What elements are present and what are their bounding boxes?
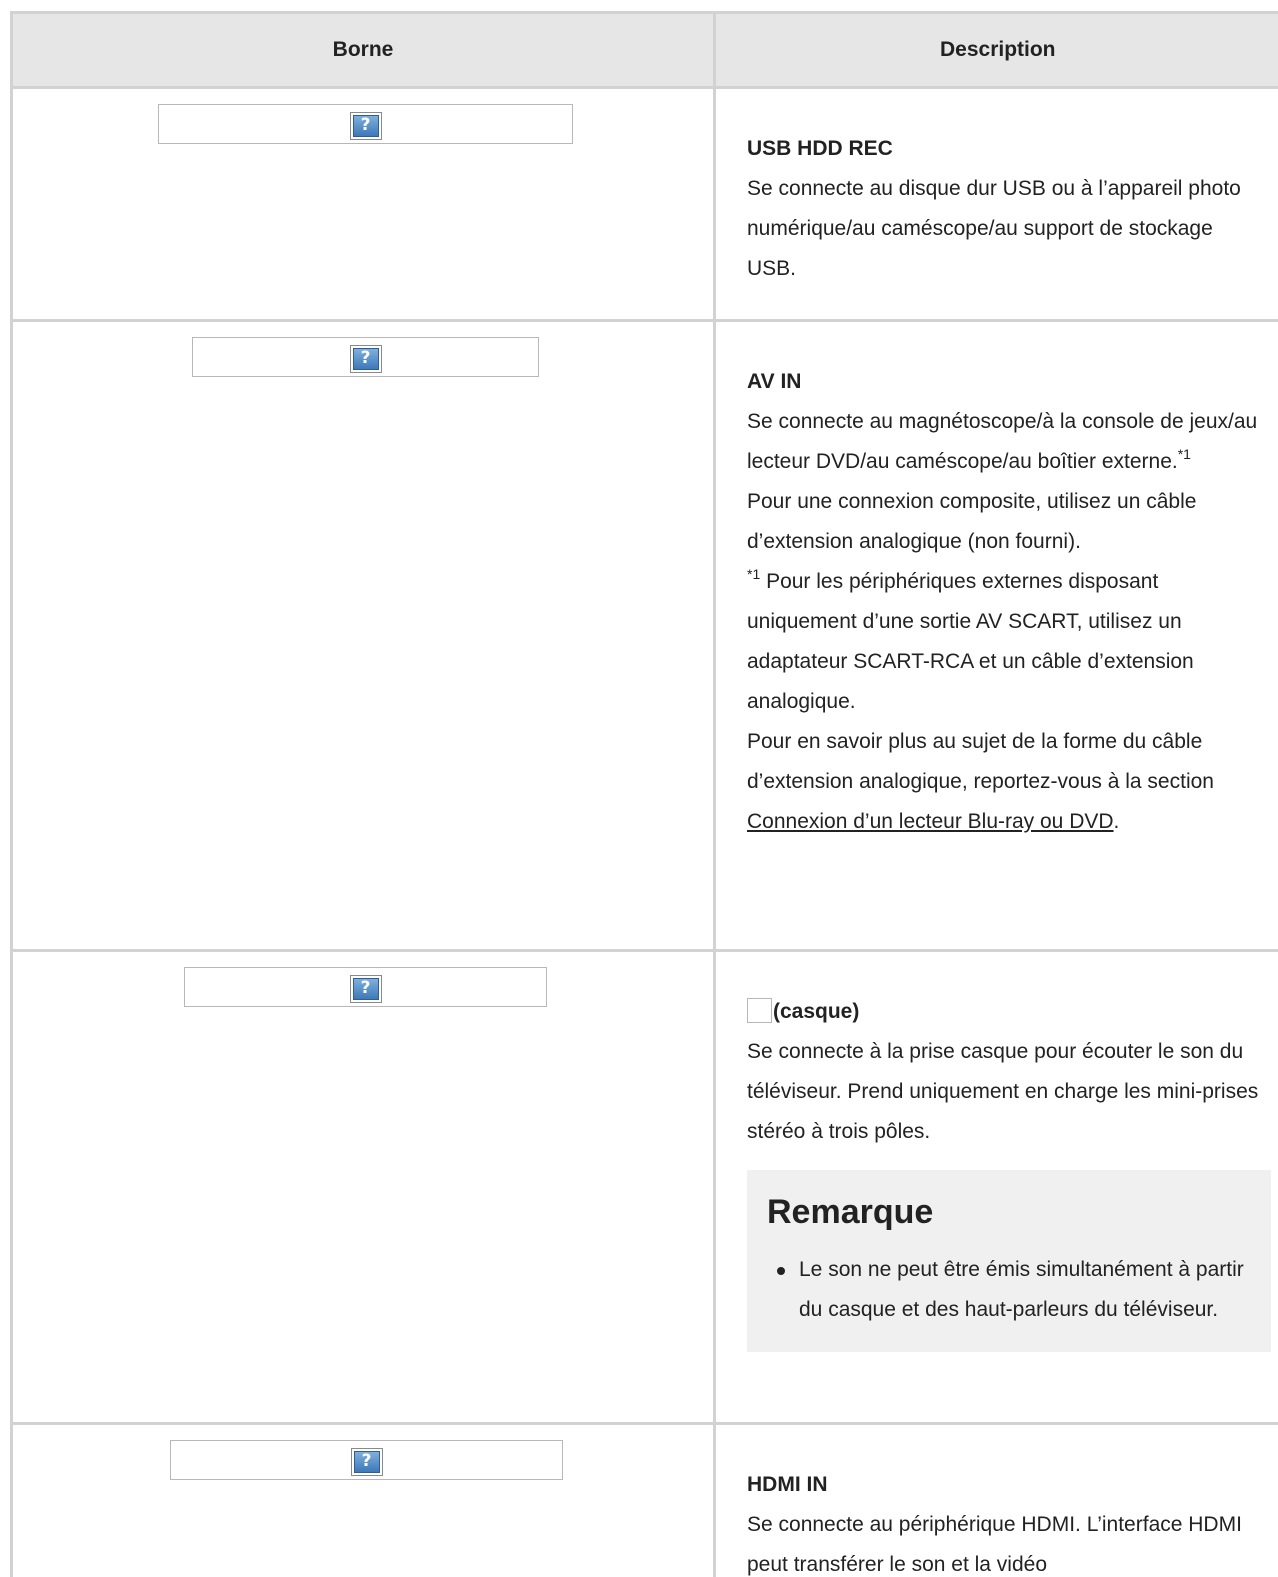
terminal-title: USB HDD REC	[747, 137, 893, 160]
terminals-table	[10, 11, 1278, 1577]
header-terminal: Borne	[12, 13, 715, 88]
terminal-description: Se connecte à la prise casque pour écouter le son du téléviseur. Prend uniquement en charge les mini-prises stéréo à trois pôles.	[747, 1040, 1259, 1143]
table-row	[12, 951, 1278, 1424]
footnote-mark: *1	[747, 566, 761, 582]
list-item: Le son ne peut être émis simultanément à partir du casque et des haut-parleurs du téléviseur.	[799, 1250, 1251, 1330]
terminal-image-cell	[12, 951, 715, 1424]
header-description: Description	[715, 13, 1278, 88]
footnote-ref: *1	[1177, 446, 1191, 462]
missing-image-icon: ?	[350, 112, 382, 140]
terminal-title: AV IN	[747, 370, 802, 393]
missing-image-icon: ?	[350, 975, 382, 1003]
note-heading: Remarque	[767, 1193, 934, 1231]
terminal-description: Se connecte au magnétoscope/à la console de jeux/au lecteur DVD/au caméscope/au boîtier externe.$^{*1}$	[747, 410, 1258, 473]
description-cell	[715, 321, 1278, 951]
table-row	[12, 321, 1278, 951]
terminal-image-frame	[158, 104, 573, 144]
note-box	[747, 1170, 1271, 1352]
terminal-description: Se connecte au disque dur USB ou à l’appareil photo numérique/au caméscope/au support de stockage USB.	[747, 177, 1241, 280]
terminal-image-cell	[12, 88, 715, 321]
terminal-image-frame	[170, 1440, 563, 1480]
terminal-description-extra: Pour une connexion composite, utilisez un câble d’extension analogique (non fourni).	[747, 490, 1197, 553]
description-cell	[715, 1424, 1278, 1577]
terminal-image-cell	[12, 1424, 715, 1577]
missing-image-icon: ?	[350, 345, 382, 373]
bluray-dvd-connection-link[interactable]: Connexion d’un lecteur Blu-ray ou DVD	[747, 810, 1114, 833]
terminal-image-cell	[12, 321, 715, 951]
description-cell	[715, 951, 1278, 1424]
terminal-title: HDMI IN	[747, 1473, 828, 1496]
missing-image-icon: ?	[351, 1448, 383, 1476]
terminal-image-frame	[184, 967, 547, 1007]
table-row	[12, 1424, 1278, 1577]
terminal-title: (casque)	[747, 992, 1260, 1032]
note-list	[767, 1250, 1251, 1330]
headphones-icon	[747, 998, 772, 1023]
footnote: $^{*1}$ Pour les périphériques externes disposant uniquement d’une sortie AV SCART, utilisez un adaptateur SCART-RCA et un câble d’extension analogique.	[747, 566, 1194, 713]
terminal-description: Se connecte au périphérique HDMI. L’interface HDMI peut transférer le son et la vidéo	[747, 1513, 1242, 1576]
table-row	[12, 88, 1278, 321]
terminal-image-frame	[192, 337, 539, 377]
table-header-row	[12, 13, 1278, 88]
description-cell	[715, 88, 1278, 321]
reference-paragraph: Pour en savoir plus au sujet de la forme du câble d’extension analogique, reportez-vous à la section Connexion d’un lecteur Blu-ray ou DVD.	[747, 730, 1214, 833]
